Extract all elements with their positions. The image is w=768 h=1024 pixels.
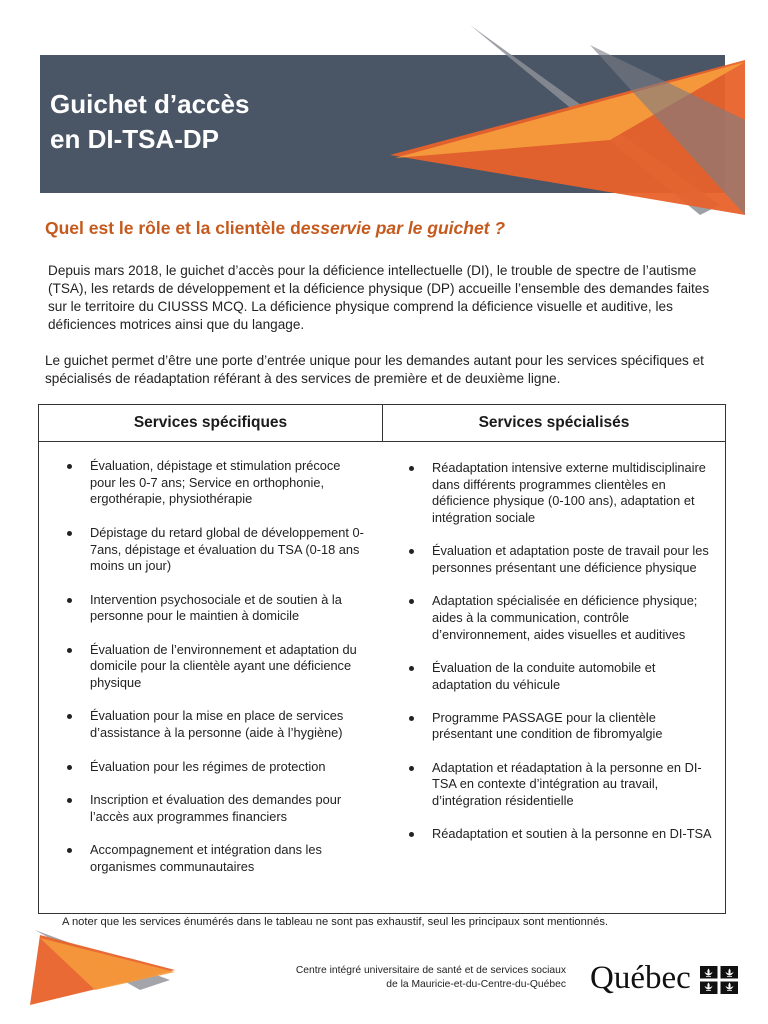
specialized-services-list xyxy=(409,460,717,859)
list-item: Réadaptation et soutien à la personne en DI-TSA xyxy=(409,826,717,843)
question-part-1: Quel est le rôle et la clientèle d xyxy=(45,218,301,238)
services-table xyxy=(38,404,726,914)
specific-services-list xyxy=(67,458,367,892)
list-item: Inscription et évaluation des demandes pour l’accès aux programmes financiers xyxy=(67,792,367,825)
intro-paragraph-1: Depuis mars 2018, le guichet d’accès pour la déficience intellectuelle (DI), le trouble de spectre de l’autisme (TSA), les retards de développement et la déficience physique (DP) accueille l’ensemble des demandes faites sur le territoire du CIUSSS MCQ. La déficience physique comprend la déficience visuelle et auditive, les déficiences motrices ainsi que du langage. xyxy=(48,263,710,332)
list-item: Intervention psychosociale et de soutien à la personne pour le maintien à domicile xyxy=(67,592,367,625)
table-header-divider xyxy=(39,441,725,442)
list-item: Évaluation pour les régimes de protection xyxy=(67,759,367,776)
section-question xyxy=(45,218,505,239)
list-item: Évaluation pour la mise en place de services d’assistance à la personne (aide à l’hygiène) xyxy=(67,708,367,741)
title-line-2: en DI-TSA-DP xyxy=(50,124,219,154)
list-item: Adaptation et réadaptation à la personne en DI-TSA en contexte d’intégration au travail, d’intégration résidentielle xyxy=(409,760,717,810)
quebec-logo-text: Québec xyxy=(590,960,691,996)
organization-name xyxy=(230,964,566,992)
question-part-2: esservie par le guichet ? xyxy=(300,218,506,238)
footer-decoration xyxy=(0,920,220,1024)
org-line-1: Centre intégré universitaire de santé et de services sociaux xyxy=(295,965,566,976)
org-line-2: de la Mauricie-et-du-Centre-du-Québec xyxy=(386,979,566,990)
heading-specific-services: Services spécifiques xyxy=(133,414,288,431)
heading-specialized-services: Services spécialisés xyxy=(478,414,630,431)
intro-paragraph-2: Le guichet permet d’être une porte d’entrée unique pour les demandes autant pour les services spécifiques et spécialisés de réadaptation référant à des services de première et de deuxième ligne. xyxy=(45,353,704,386)
list-item: Programme PASSAGE pour la clientèle présentant une condition de fibromyalgie xyxy=(409,710,717,743)
list-item: Évaluation de la conduite automobile et adaptation du véhicule xyxy=(409,660,717,693)
list-item: Dépistage du retard global de développement 0-7ans, dépistage et évaluation du TSA (0-18 ans moins un jour) xyxy=(67,525,367,575)
list-item: Accompagnement et intégration dans les organismes communautaires xyxy=(67,842,367,875)
quebec-fleur-de-lys-icon xyxy=(700,966,738,994)
list-item: Évaluation et adaptation poste de travail pour les personnes présentant une déficience physique xyxy=(409,543,717,576)
list-item: Évaluation, dépistage et stimulation précoce pour les 0-7 ans; Service en orthophonie, ergothérapie, physiothérapie xyxy=(67,458,367,508)
footnote: A noter que les services énumérés dans le tableau ne sont pas exhaustif, seul les principaux sont mentionnés. xyxy=(62,916,609,928)
title-line-1: Guichet d’accès xyxy=(50,89,250,119)
list-item: Réadaptation intensive externe multidisciplinaire dans différents programmes clientèles en déficience physique (0-100 ans), adaptation et intégration sociale xyxy=(409,460,717,527)
page-title xyxy=(50,87,249,157)
list-item: Évaluation de l’environnement et adaptation du domicile pour la clientèle ayant une déficience physique xyxy=(67,642,367,692)
list-item: Adaptation spécialisée en déficience physique; aides à la communication, contrôle d’environnement, aides visuelles et auditives xyxy=(409,593,717,643)
